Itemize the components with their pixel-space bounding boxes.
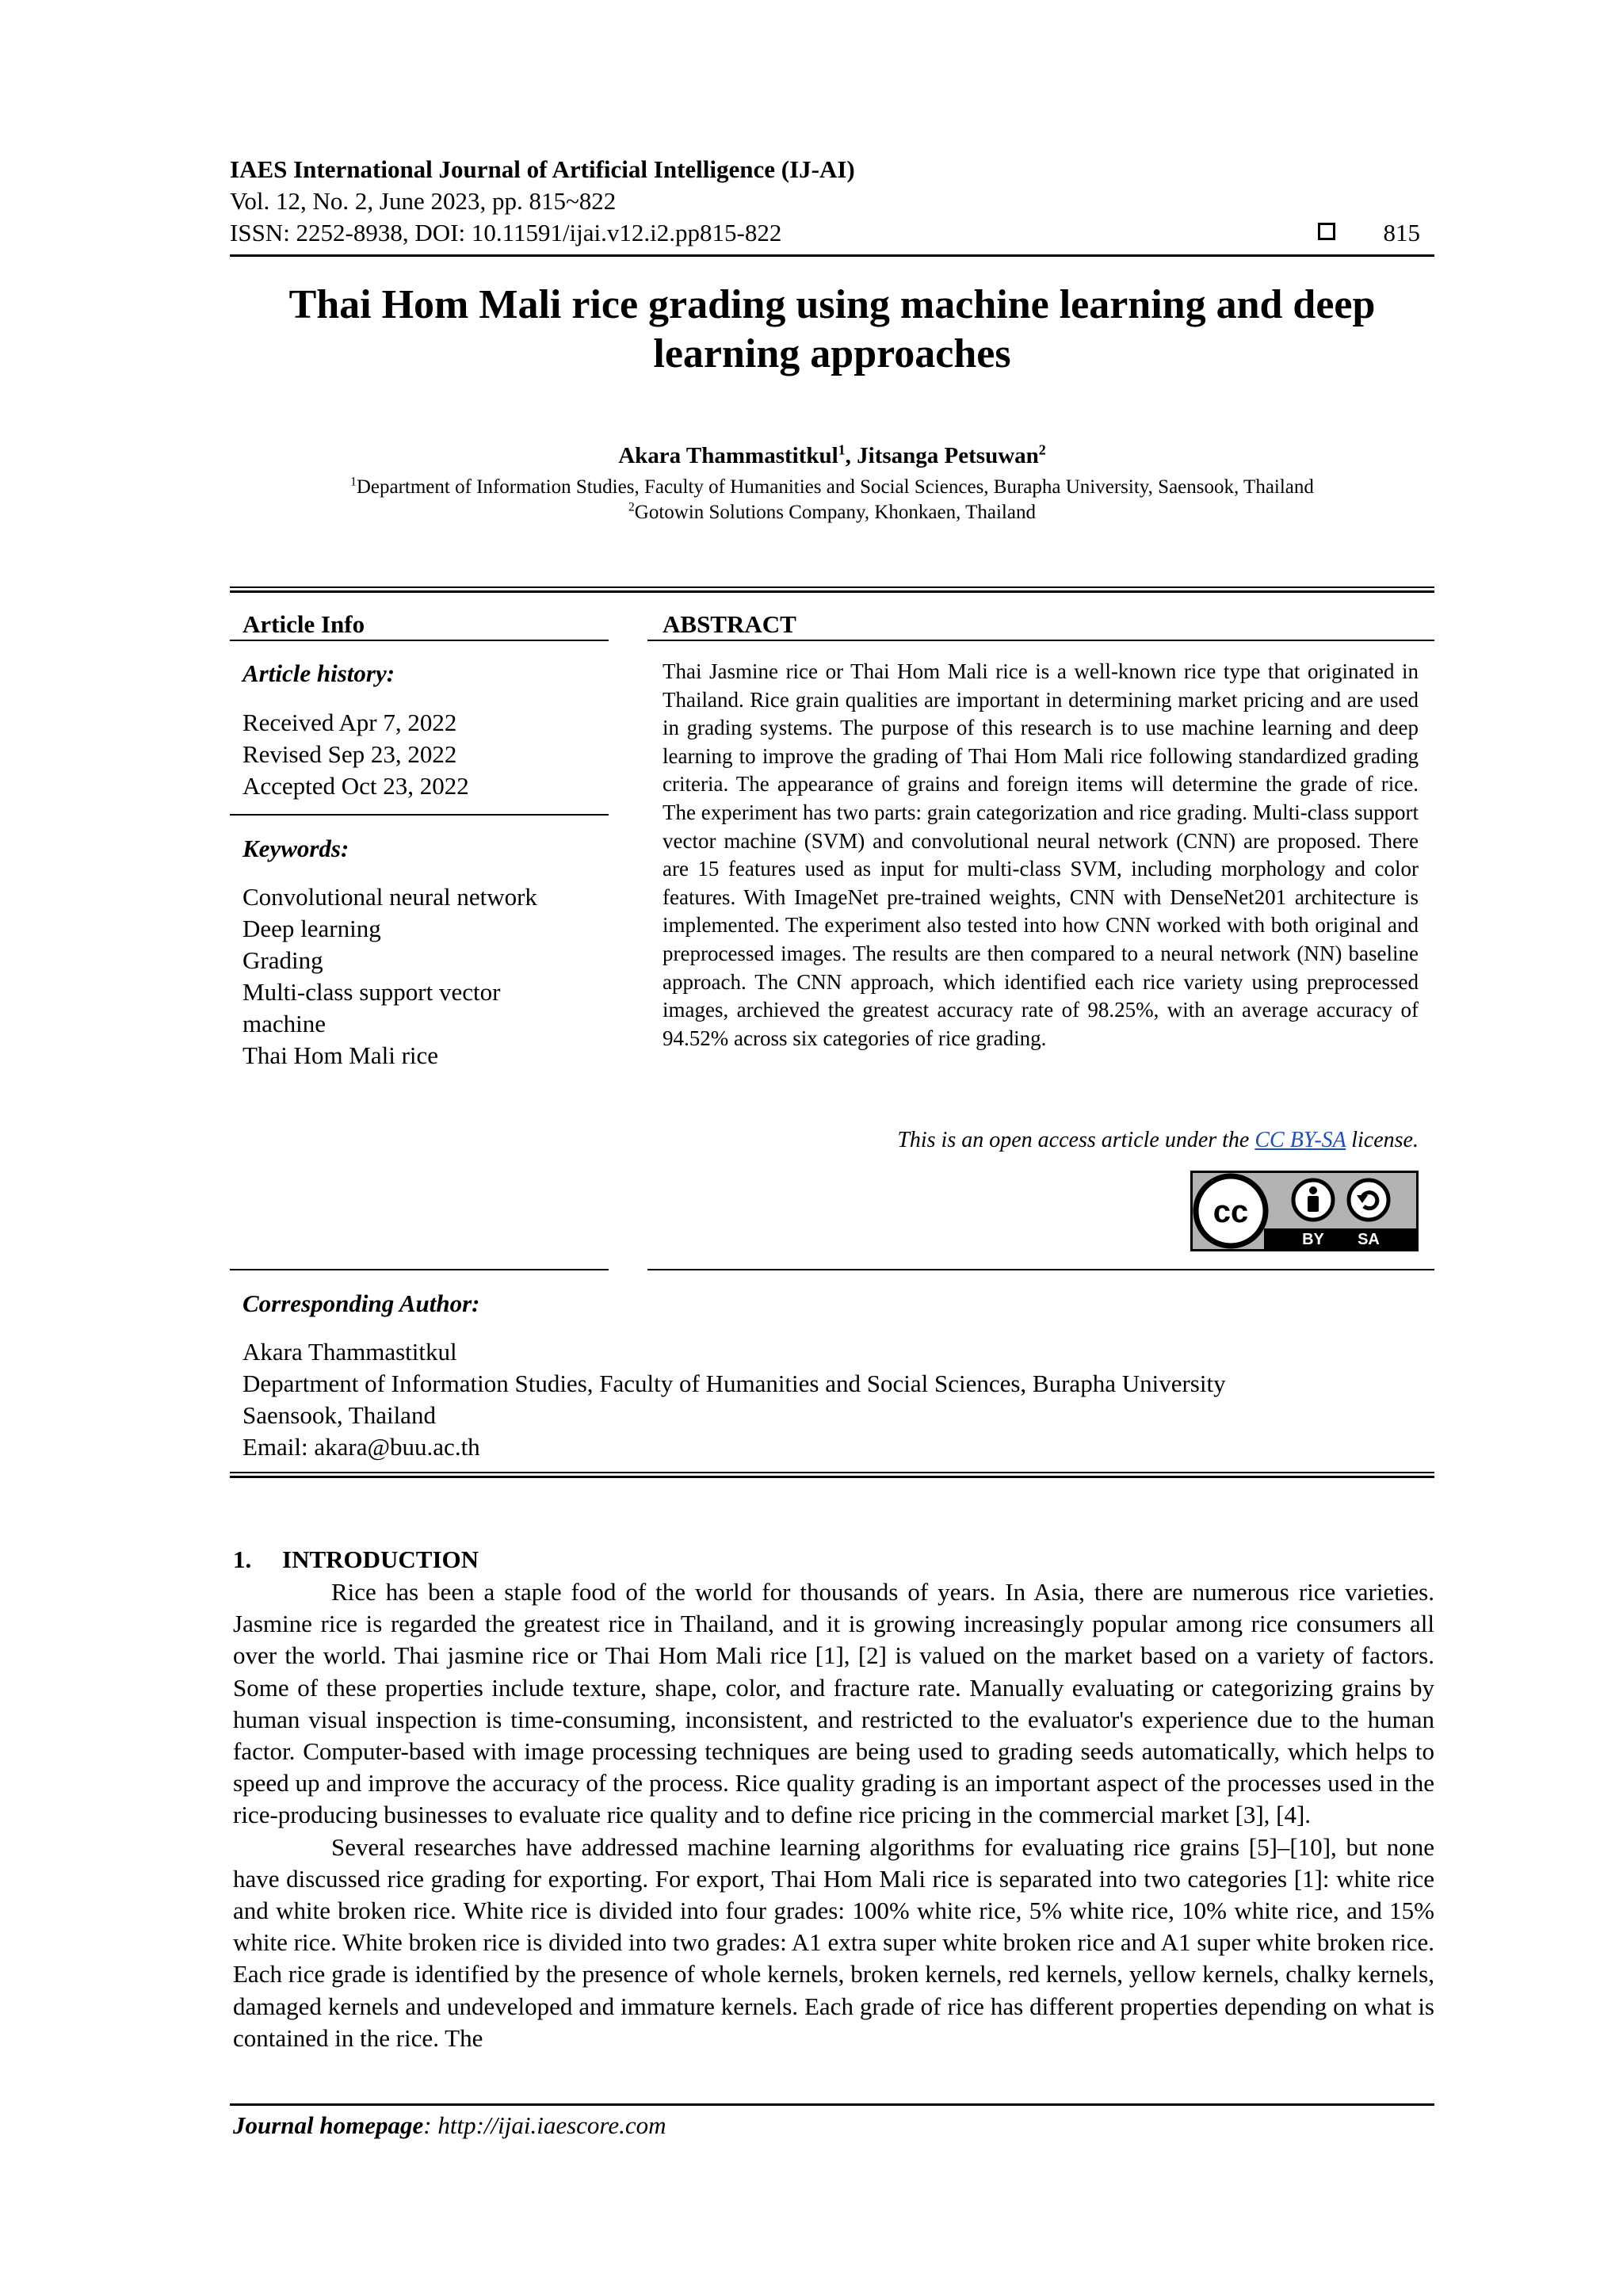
license-prefix: This is an open access article under the	[897, 1128, 1255, 1152]
author-1-affiliation-mark: 1	[838, 441, 846, 458]
corresponding-author-name: Akara Thammastitkul	[242, 1338, 457, 1366]
affiliation-1	[230, 476, 1434, 499]
article-info-heading: Article Info	[242, 610, 365, 638]
corresponding-author-heading: Corresponding Author:	[242, 1289, 480, 1317]
cc-by-sa-badge-icon[interactable]	[1190, 1171, 1419, 1251]
square-bullet-icon	[1318, 223, 1335, 240]
header-rule	[230, 254, 1434, 257]
accepted-date: Accepted Oct 23, 2022	[242, 772, 469, 800]
article-info-rule	[230, 640, 609, 641]
introduction-paragraph-1: Rice has been a staple food of the world for thousands of years. In Asia, there are numerous rice varieties. Jasmine rice is regarded the greatest rice in Thailand, and it is growing increasingly popular among rice consumers all over the world. Thai jasmine rice or Thai Hom Mali rice [1], [2] is valued on the market based on a variety of factors. Some of these properties include texture, shape, color, and fracture rate. Manually evaluating or categorizing grains by human visual inspection is time-consuming, inconsistent, and restricted to the evaluator's experience due to the human factor. Computer-based with image processing techniques are being used to grading seeds automatically, which helps to speed up and improve the accuracy of the process. Rice quality grading is an important aspect of the processes used in the rice-producing businesses to evaluate rice quality and to define rice pricing in the commercial market [3], [4].	[233, 1578, 1434, 1829]
journal-homepage	[233, 2111, 666, 2140]
received-date: Received Apr 7, 2022	[242, 709, 457, 736]
corresponding-author-department: Department of Information Studies, Faculty of Humanities and Social Sciences, Burapha University	[242, 1370, 1226, 1397]
author-2-affiliation-mark: 2	[1038, 441, 1046, 458]
license-statement	[897, 1127, 1419, 1154]
page-number: 815	[1383, 219, 1420, 246]
article-info-bottom-rule	[230, 1269, 609, 1270]
corresponding-author-location: Saensook, Thailand	[242, 1401, 436, 1429]
keyword-item: Convolutional neural network	[242, 883, 537, 911]
keywords-heading: Keywords:	[242, 835, 349, 862]
title-line-1: Thai Hom Mali rice grading using machine learning and deep	[288, 282, 1376, 327]
keyword-item: Deep learning	[242, 915, 381, 942]
volume-line: Vol. 12, No. 2, June 2023, pp. 815~822	[230, 187, 617, 215]
article-history-heading: Article history:	[242, 659, 395, 687]
affiliation-1-mark: 1	[350, 475, 357, 489]
abstract-text	[663, 658, 1419, 1052]
affiliation-2	[230, 501, 1434, 525]
info-box-bottom-rule	[230, 1472, 1434, 1473]
affiliation-1-text: Department of Information Studies, Faculty of Humanities and Social Sciences, Burapha University, Saensook, Thailand	[356, 476, 1314, 498]
introduction-heading: 1. INTRODUCTION	[233, 1545, 479, 1573]
keyword-item: Thai Hom Mali rice	[242, 1041, 439, 1069]
cc-by-sa-badge-graphic	[1193, 1173, 1416, 1249]
abstract-paragraph: Thai Jasmine rice or Thai Hom Mali rice is a well-known rice type that originated in Thailand. Rice grain qualities are important in determining market pricing and are used in grading systems. The purpose of this research is to use machine learning and deep learning to improve the grading of Thai Hom Mali rice following standardized grading criteria. The appearance of grains and foreign items will determine the grade of rice. The experiment has two parts: grain categorization and rice grading. Multi-class support vector machine (SVM) and convolutional neural network (CNN) are proposed. There are 15 features used as input for multi-class SVM, including morphology and color features. With ImageNet pre-trained weights, CNN with DenseNet201 architecture is implemented. The experiment also tested into how CNN worked with both original and preprocessed images. The results are then compared to a neural network (NN) baseline approach. The CNN approach, which identified each rice variety using preprocessed images, archieved the greatest accuracy rate of 98.25%, with an average accuracy of 94.52% across six categories of rice grading.	[663, 659, 1419, 1050]
footer-rule	[230, 2103, 1434, 2106]
paper-title	[230, 281, 1434, 379]
author-2: Jitsanga Petsuwan	[857, 443, 1039, 468]
corresponding-author-email: Email: akara@buu.ac.th	[242, 1433, 480, 1461]
badge-sa-text: SA	[1358, 1231, 1380, 1248]
info-box-top-rule	[230, 586, 1434, 588]
info-box-bottom-rule-thick	[230, 1476, 1434, 1478]
issn-doi-line: ISSN: 2252-8938, DOI: 10.11591/ijai.v12.i2.pp815-822	[230, 219, 782, 246]
journal-homepage-label: Journal homepage	[233, 2111, 424, 2139]
license-suffix: license.	[1346, 1128, 1419, 1152]
keyword-item: Grading	[242, 946, 323, 974]
title-line-2: learning approaches	[653, 331, 1011, 376]
abstract-heading: ABSTRACT	[663, 610, 796, 638]
author-1: Akara Thammastitkul	[618, 443, 838, 468]
journal-name: IAES International Journal of Artificial Intelligence (IJ-AI)	[230, 155, 855, 183]
revised-date: Revised Sep 23, 2022	[242, 740, 457, 768]
author-list	[230, 442, 1434, 469]
keyword-item: machine	[242, 1010, 327, 1037]
cc-by-sa-link[interactable]: CC BY-SA	[1254, 1128, 1346, 1152]
affiliation-2-text: Gotowin Solutions Company, Khonkaen, Thailand	[634, 502, 1036, 523]
author-separator: ,	[845, 443, 857, 468]
keyword-item: Multi-class support vector	[242, 978, 501, 1006]
abstract-bottom-rule	[647, 1269, 1434, 1270]
journal-homepage-url[interactable]: : http://ijai.iaescore.com	[423, 2111, 666, 2139]
badge-by-text: BY	[1302, 1231, 1324, 1248]
abstract-rule	[647, 640, 1434, 641]
badge-cc-text: cc	[1212, 1194, 1249, 1229]
introduction-body	[233, 1576, 1434, 2054]
info-box-top-rule-thick	[230, 590, 1434, 593]
history-rule	[230, 814, 609, 816]
introduction-paragraph-2: Several researches have addressed machine learning algorithms for evaluating rice grains [5]–[10], but none have discussed rice grading for exporting. For export, Thai Hom Mali rice is separated into two categories [1]: white rice and white broken rice. White rice is divided into four grades: 100% white rice, 5% white rice, 10% white rice, and 15% white rice. White broken rice is divided into two grades: A1 extra super white broken rice and A1 super white broken rice. Each rice grade is identified by the presence of whole kernels, broken kernels, red kernels, yellow kernels, chalky kernels, damaged kernels and undeveloped and immature kernels. Each grade of rice has different properties depending on what is contained in the rice. The	[233, 1832, 1434, 2052]
affiliation-2-mark: 2	[628, 500, 635, 514]
